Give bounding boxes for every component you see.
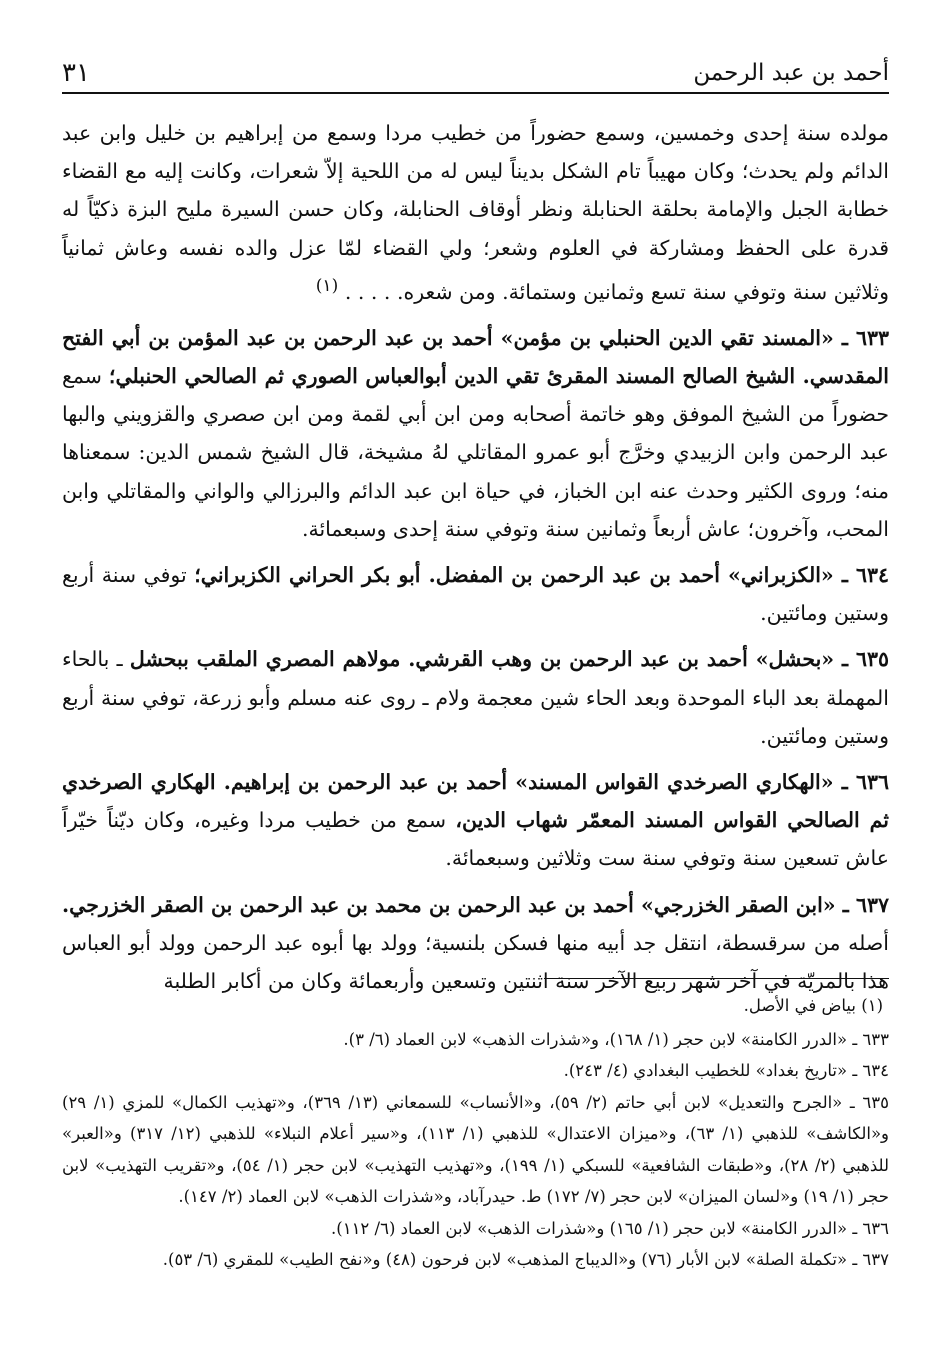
main-text	[62, 114, 889, 1008]
entry-636	[62, 763, 889, 878]
entry-heading: ٦٣٧ ـ «ابن الصقر الخزرجي» أحمد بن عبد الرحمن بن محمد بن عبد الرحمن بن الصقر الخزرجي.	[62, 892, 889, 917]
entry-heading: ٦٣٤ ـ «الكزبراني» أحمد بن عبد الرحمن بن المفضل. أبو بكر الحراني الكزبراني؛	[194, 563, 890, 588]
footnote-635: ٦٣٥ ـ «الجرح والتعديل» لابن أبي حاتم (٢/ ٥٩)، و«الأنساب» للسمعاني (١٣/ ٣٦٩)، و«تهذيب الكمال» للمزي (١/ ٢٩) و«الكاشف» للذهبي (١/ ٦٣)، و«ميزان الاعتدال» للذهبي (١/ ١١٣)، و«سير أعلام النبلاء» للذهبي (١٢/ ٣١٧) و«العبر» للذهبي (٢/ ٢٨)، و«طبقات الشافعية» للسبكي (١/ ١٩٩)، و«تهذيب التهذيب» لابن حجر (١/ ٥٤)، و«تقريب التهذيب» لابن حجر (١/ ١٩) و«لسان الميزان» لابن حجر (٧/ ١٧٢) ط. حيدرآباد، و«شذرات الذهب» لابن العماد (٢/ ١٤٧).	[62, 1092, 890, 1206]
entry-heading: ٦٣٥ ـ «بحشل» أحمد بن عبد الرحمن بن وهب القرشي. مولاهم المصري الملقب ببحشل	[129, 647, 889, 672]
intro-text: مولده سنة إحدى وخمسين، وسمع حضوراً من خطيب مردا وسمع من إبراهيم بن خليل وابن عبد الدائم ولم يحدث؛ وكان مهيباً تام الشكل بديناً ليس له من اللحية إلاّ شعرات، وكانت إليه مع القضاء خطابة الجبل والإمامة بحلقة الحنابلة ونظر أوقاف الحنابلة، وكان حسن السيرة مليح البزة ذكيّاً له قدرة على الحفظ ومشاركة في العلوم وشعر؛ ولي القضاء لمّا عزل والده نفسه وعاش ثمانياً وثلاثين سنة وتوفي سنة تسع وثمانين وستمائة. ومن شعره. . . . .	[62, 121, 889, 304]
footnote-634: ٦٣٤ ـ «تاريخ بغداد» للخطيب البغدادي (٤/ ٢٤٣).	[563, 1061, 889, 1080]
page-number: ٣١	[62, 58, 90, 88]
entry-heading: ٦٣٣ ـ «المسند تقي الدين الحنبلي بن مؤمن» أحمد بن عبد الرحمن بن عبد المؤمن بن أبي الفتح المقدسي. الشيخ الصالح المسند المقرئ تقي الدين أبوالعباس الصوري ثم الصالحي الحنبلي؛	[62, 325, 889, 389]
entry-634	[62, 556, 889, 632]
entry-body: سمع من خطيب مردا وغيره، وكان ديّناً خيّراً عاش تسعين سنة وتوفي سنة ست وثلاثين وسبعمائة.	[62, 808, 889, 871]
footnote-ref: (١)	[315, 275, 339, 296]
entry-body: سمع حضوراً من الشيخ الموفق وهو خاتمة أصحابه ومن ابن أبي لقمة ومن ابن صصري والقزويني والبها عبد الرحمن وابن الزبيدي وخرَّج أبو عمرو المقاتلي لهُ مشيخة، قال الشيخ شمس الدين: سمعناها منه؛ وروى الكثير وحدث عنه ابن الخباز، في حياة ابن عبد الدائم والبرزالي والواني والمقاتلي وابن المحب، وآخرون؛ عاش أربعاً وثمانين سنة وتوفي سنة إحدى وسبعمائة.	[62, 364, 889, 541]
footnote-separator	[544, 978, 889, 979]
page-header	[62, 48, 889, 94]
entry-635	[62, 640, 889, 755]
running-title: أحمد بن عبد الرحمن	[693, 60, 889, 86]
footnotes	[62, 990, 889, 1276]
entry-637	[62, 886, 889, 1001]
footnote-1: (١) بياض في الأصل.	[743, 996, 883, 1015]
entry-body: توفي سنة أربع وستين ومائتين.	[62, 563, 889, 626]
footnote-637: ٦٣٧ ـ «تكملة الصلة» لابن الأبار (٧٦) و«الديباج المذهب» لابن فرحون (٤٨) و«نفح الطيب» للمقري (٦/ ٥٣).	[162, 1250, 889, 1269]
entry-633	[62, 319, 889, 548]
entry-heading: ٦٣٦ ـ «الهكاري الصرخدي القواس المسند» أحمد بن عبد الرحمن بن إبراهيم. الهكاري الصرخدي ثم الصالحي القواس المسند المعمّر شهاب الدين،	[62, 770, 889, 833]
intro-paragraph	[62, 114, 889, 311]
entry-body: ـ بالحاء المهملة بعد الباء الموحدة وبعد الحاء شين معجمة ولام ـ روى عنه مسلم وأبو زرعة، توفي سنة أربع وستين ومائتين.	[62, 647, 889, 748]
footnote-636: ٦٣٦ ـ «الدرر الكامنة» لابن حجر (١/ ١٦٥) و«شذرات الذهب» لابن العماد (٦/ ١١٢).	[331, 1218, 889, 1238]
entry-body: أصله من سرقسطة، انتقل جد أبيه منها فسكن بلنسية؛ وولد بها أبوه عبد الرحمن وولد أبو العباس هذا بالمريّة في آخر شهر ربيع الآخر سنة اثنتين وتسعين وأربعمائة وكان من أكابر الطلبة	[62, 930, 889, 994]
footnote-633: ٦٣٣ ـ «الدرر الكامنة» لابن حجر (١/ ١٦٨)، و«شذرات الذهب» لابن العماد (٦/ ٣).	[343, 1029, 889, 1049]
